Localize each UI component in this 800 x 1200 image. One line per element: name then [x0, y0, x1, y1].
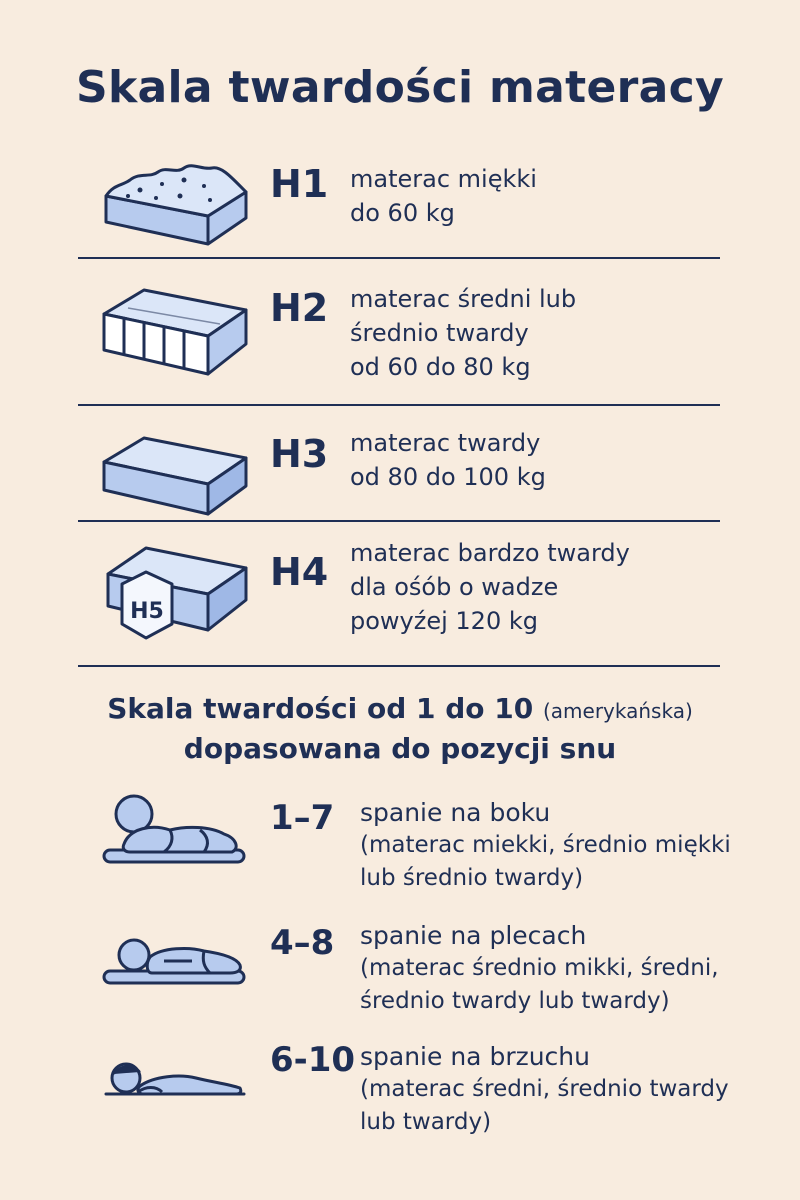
badge-label: H5 [130, 599, 164, 624]
sleep-description: spanie na boku (materac miekki, średnio miękki lub średnio twardy) [360, 798, 731, 891]
page-title: Skala twardości materacy [76, 62, 724, 113]
scale-heading: Skala twardości od 1 do 10 (amerykańska) [107, 692, 693, 725]
sleep-description: spanie na brzuchu (materac średni, średnio twardy lub twardy) [360, 1042, 729, 1135]
firmness-description: materac twardy od 80 do 100 kg [350, 429, 546, 491]
side-sleeper-icon [100, 790, 250, 874]
scale-subheading: dopasowana do pozycji snu [183, 732, 617, 765]
divider [78, 404, 720, 406]
firmness-range: 4–8 [270, 923, 335, 963]
sleep-description: spanie na plecach (materac średnio mikki, średni, średnio twardy lub twardy) [360, 921, 719, 1014]
back-sleeper-icon [100, 933, 250, 997]
stomach-sleeper-icon [100, 1052, 250, 1116]
firmness-range: 1–7 [270, 798, 335, 838]
firmness-description: materac średni lub średnio twardy od 60 do 80 kg [350, 285, 577, 381]
divider [78, 257, 720, 259]
firmness-range: 6-10 [270, 1040, 356, 1080]
firmness-code: H2 [270, 286, 329, 330]
firmness-code: H3 [270, 432, 329, 476]
firm-mattress-icon [100, 428, 250, 522]
firmness-code: H1 [270, 162, 329, 206]
soft-foam-mattress-icon [100, 156, 250, 250]
mattress-h5-badge-icon [100, 538, 250, 652]
firmness-description: materac miękki do 60 kg [350, 165, 537, 227]
divider [78, 665, 720, 667]
divider [78, 520, 720, 522]
firmness-description: materac bardzo twardy dla ośób o wadze powyźej 120 kg [350, 539, 630, 635]
spring-mattress-icon [100, 278, 250, 382]
firmness-code: H4 [270, 550, 329, 594]
